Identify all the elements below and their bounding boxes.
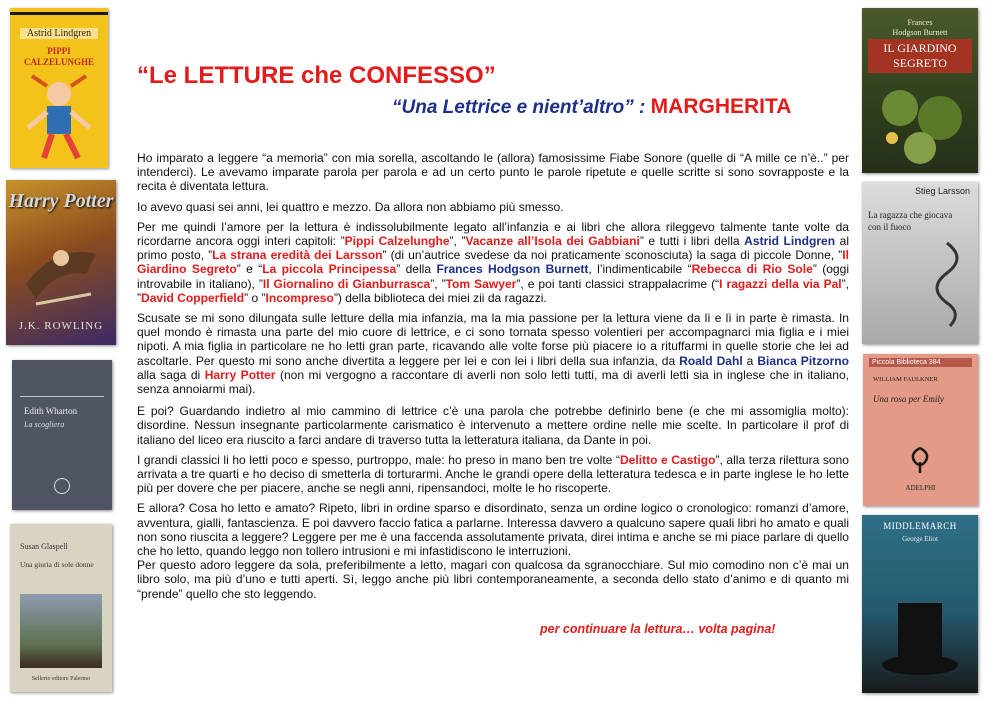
page-title: “Le LETTURE che CONFESSO” <box>137 62 496 89</box>
book-author: WILLIAM FAULKNER <box>873 376 938 383</box>
book-series: Piccola Biblioteca 384 <box>869 358 972 367</box>
book-title-line2: CALZELUNGHE <box>23 57 94 67</box>
book-cover-una-rosa-per-emily <box>863 354 978 506</box>
book-publisher: Sellerio editore Palermo <box>31 676 91 682</box>
paragraph-1: Ho imparato a leggere “a memoria” con mia sorella, ascoltando le (allora) famosissime Fiabe Sonore (quelle di “A mille ce n’è..” per intenderci). Le avevamo imparate parola per parola e ad un certo punto le parole ripetute e quelle scritte si sono sovrapposte e la recita è diventata lettura. <box>137 151 849 194</box>
continue-reading-note: per continuare la lettura… volta pagina! <box>540 622 776 636</box>
book-author: Edith Wharton <box>24 406 78 416</box>
book-cover-il-giardino-segreto <box>862 8 978 173</box>
book-title-line2: SEGRETO <box>893 56 947 70</box>
book-title-line1: PIPPI <box>47 46 71 56</box>
paragraph-6: I grandi classici li ho letti poco e spesso, purtroppo, male: ho preso in mano ben tre volte “Delitto e Castigo”, alla terza rilettura sono arrivata a tre quarti e ho deciso di smetterla di torturarmi. Anche le grandi opere della letteratura tedesca e in parte inglese le ho lette più per dovere che per piacere, anche se negli anni, ripensandoci, molte le ho riscoperte. <box>137 452 849 496</box>
book-cover-una-giuria-di-sole-donne <box>10 524 112 692</box>
cover-illustration <box>20 594 102 668</box>
book-author: Susan Glaspell <box>20 542 68 551</box>
book-publisher: ADELPHI <box>905 484 936 492</box>
book-title: La scogliera <box>24 420 65 429</box>
paragraph-4: Scusate se mi sono dilungata sulle letture della mia infanzia, ma la mia passione per la lettura viene da lì e lì in parte è rimasta. In quel mondo è rimasta una parte del mio cuore di lettrice, e ci sono tornata spesso volentieri per accompagnarci mia figlia e i miei nipoti. A mia figlia in particolare ne ho letti gran parte, ricavando alle volte forse più piacere io a rituffarmi in quelle storie che lei ad ascoltarle. Per questo mi sono anche divertita a leggere per lei e con lei i libri della sua infanzia, da Roald Dahl a Bianca Pitzorno alla saga di Harry Potter (non mi vergogno a raccontare di averli non solo letti tutti, ma di averli letti sia in inglese che in italiano, senza annoiarmi mai). <box>137 311 849 397</box>
harry-potter-logo: Harry Potter <box>8 190 114 212</box>
book-title-line1: IL GIARDINO <box>883 41 957 55</box>
paragraph-3: Per me quindi l’amore per la lettura è indissolubilmente legato all’infanzia e ai libri che allora rileggevo talmente tante volte da ricordarne ancora oggi interi capitoli: ”Pippi Calzelunghe”, ”Vacanze all’Isola dei Gabbiani” e tutti i libri della Astrid Lindgren al primo posto, ”La strana eredità dei Larsson” (di un’autrice svedese da noi praticamente sconosciuta) la saga di piccole Donne, ”Il Giardino Segreto” e “La piccola Principessa” della Frances Hodgson Burnett, l’indimenticabile “Rebecca di Rio Sole” (oggi introvabile in italiano), ”Il Giornalino di Gianburrasca”, ”Tom Sawyer”, e poi tanti classici strappalacrime (“I ragazzi della via Pal”, ”David Copperfield” o ”Incompreso”) della biblioteca dei miei zii da ragazzi. <box>137 219 850 305</box>
book-author-line2: Hodgson Burnett <box>892 28 948 37</box>
garden-illustration <box>870 78 970 168</box>
book-cover-la-ragazza-che-giocava-con-il-fuoco <box>862 182 978 344</box>
book-author: J.K. ROWLING <box>18 320 104 332</box>
paragraph-2: Io avevo quasi sei anni, lei quattro e mezzo. Da allora non abbiamo più smesso. <box>137 199 564 214</box>
book-cover-middlemarch <box>862 515 978 693</box>
book-title-line1: La ragazza che giocava <box>868 210 953 220</box>
book-author: Stieg Larsson <box>914 186 970 196</box>
paragraph-5: E poi? Guardando indietro al mio cammino di lettrice c’è una parola che potrebbe definirlo bene (e che mi assomiglia molto): disordine. Nessun insegnante particolarmente carismatico è intervenuto a mettere ordine nelle mie scelte. In particolare il prof di italiano del liceo era riuscito a farci andare di traverso tutta la letteratura italiana, da Dante in poi. <box>137 404 849 447</box>
book-author: George Eliot <box>902 535 938 543</box>
adelphi-logo-icon <box>905 446 935 474</box>
subtitle-lead: “Una Lettrice e nient’altro” : <box>392 97 646 118</box>
top-hat-illustration <box>880 595 960 685</box>
book-cover-la-scogliera <box>12 360 112 510</box>
article-body <box>137 151 849 607</box>
book-title-line2: con il fuoco <box>868 222 911 232</box>
book-author-line1: Frances <box>907 18 933 27</box>
book-cover-pippi-calzelunghe <box>10 8 108 168</box>
paragraph-8: Per questo adoro leggere da sola, preferibilmente a letto, magari con qualcosa da sgranocchiare. Sul mio comodino non c’è mai un libro solo, ma più d’uno e tutti aperti. Sì, leggo anche più libri contemporaneamente, a seconda dello stato d’animo e di quanto mi “prende” quello che sto leggendo. <box>137 558 849 601</box>
harry-illustration <box>16 224 106 314</box>
page-subtitle <box>392 95 791 119</box>
publisher-logo <box>54 478 70 494</box>
book-title: Una rosa per Emily <box>873 394 944 404</box>
book-title: MIDDLEMARCH <box>883 521 957 531</box>
pippi-illustration <box>22 72 96 164</box>
book-author: Astrid Lindgren <box>20 28 98 39</box>
book-cover-harry-potter <box>6 180 116 345</box>
book-title: Una giuria di sole donne <box>20 560 94 569</box>
paragraph-7: E allora? Cosa ho letto e amato? Ripeto, libri in ordine sparso e disordinato, senza un ordine logico o cronologico: romanzi d’amore, avventura, gialli, fantascienza. E poi davvero faccio fatica a parlarne. Interessa davvero a qualcuno sapere quali libri ho amato e quali non sono riuscita a leggere? Leggere per me è una faccenda assolutamente privata, direi intima e anche se mi piace parlare di quello che ho letto, quando leggo non tollero intrusioni e mi infastidiscono le interruzioni. <box>137 501 849 559</box>
subtitle-name: MARGHERITA <box>650 95 792 118</box>
dragon-tattoo-illustration <box>922 238 972 328</box>
